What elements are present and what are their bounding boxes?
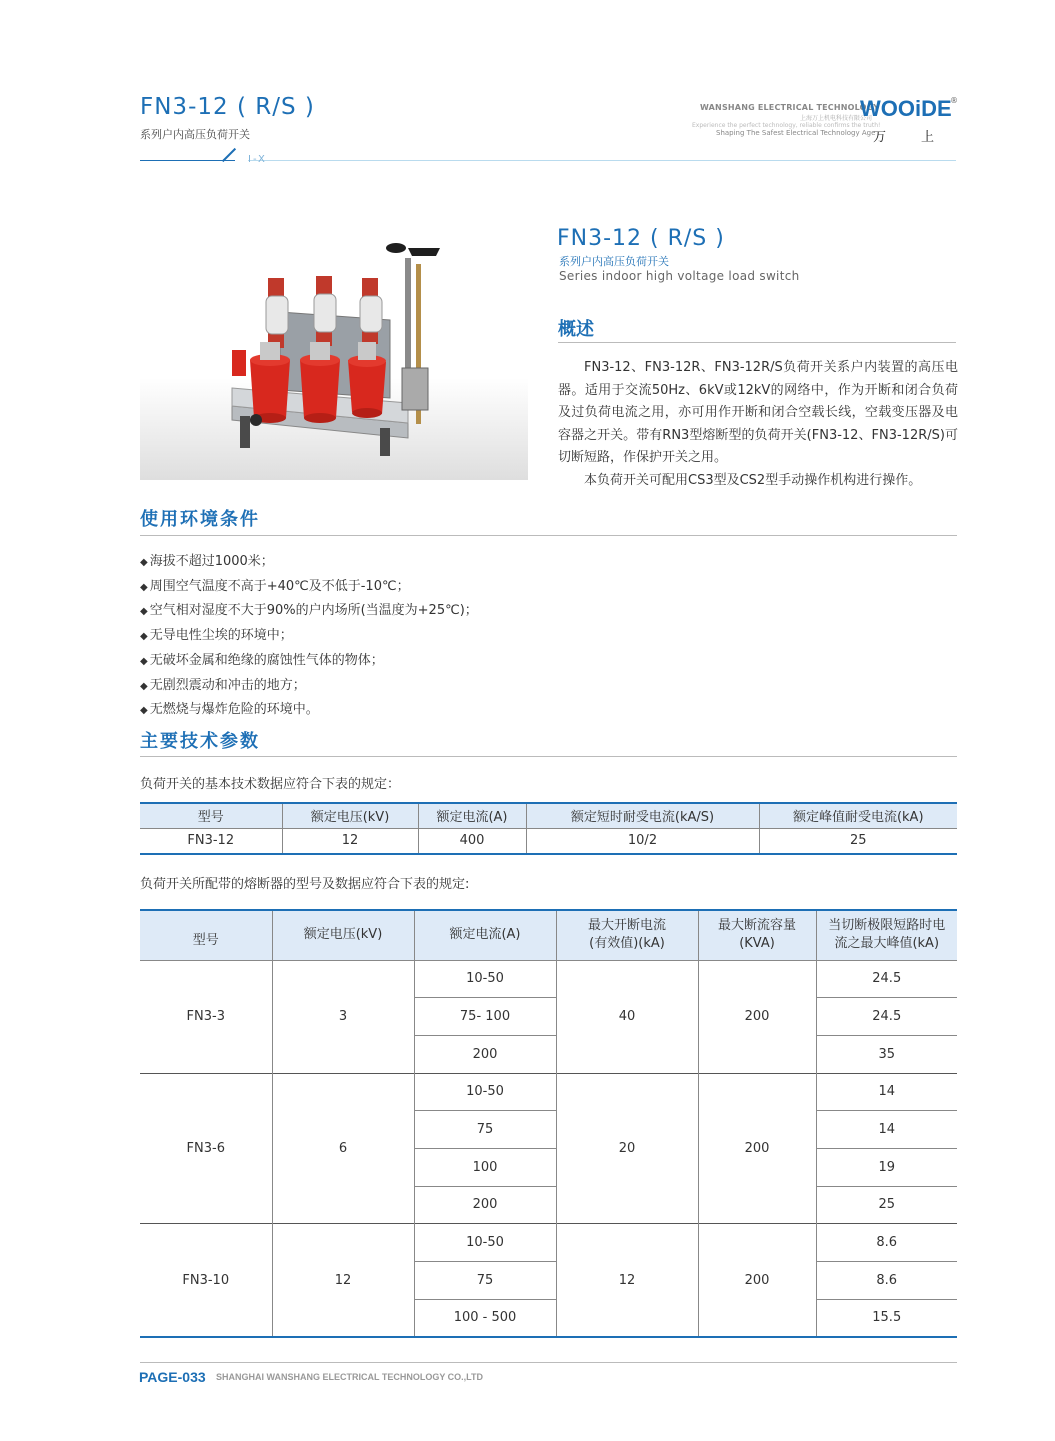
list-item: ◆ 空气相对湿度不大于90%的户内场所(当温度为+25℃)； — [140, 603, 478, 619]
current-cell: 75- 100 — [414, 998, 556, 1036]
table-header: 当切断极限短路时电 流之最大峰值(kA) — [816, 910, 957, 960]
table-header: 额定电压(kV) — [282, 803, 418, 828]
overview-heading: 概述 — [558, 319, 594, 340]
overview-text — [558, 357, 958, 492]
voltage-cell: 12 — [272, 1224, 414, 1337]
overview-paragraph-2: 本负荷开关可配用CS3型及CS2型手动操作机构进行操作。 — [584, 472, 922, 488]
list-item: ◆ 海拔不超过1000米； — [140, 554, 274, 569]
current-cell: 10-50 — [414, 1224, 556, 1262]
current-cell: 100 — [414, 1148, 556, 1186]
table-header: 额定短时耐受电流(kA/S) — [526, 803, 759, 828]
overview-paragraph-1: FN3-12、FN3-12R、FN3-12R/S负荷开关系户内装置的高压电器。适用于交流50Hz、6kV或12kV的网络中，作为开断和闭合负荷及过负荷电流之用，亦可用作开断和闭合空载长线，空载变压器及电容器之开关。带有RN3型熔断型的负荷开关(FN3-12、FN3-12R/S)可切断短路，作保护开关之用。 — [558, 360, 958, 465]
footer-rule — [140, 1362, 957, 1363]
peak-cell: 8.6 — [816, 1224, 957, 1262]
list-item: ◆ 无剧烈震动和冲击的地方； — [140, 677, 306, 693]
model-cell: FN3-3 — [140, 960, 272, 1073]
brand-name-cn: 上海万上机电科技有限公司 — [800, 115, 873, 122]
capacity-cell: 200 — [698, 1224, 816, 1337]
logo-char-2: 上 — [921, 130, 935, 145]
table-row — [140, 1224, 957, 1262]
model-cell: FN3-6 — [140, 1073, 272, 1224]
basic-data-table — [140, 802, 957, 855]
product-photo — [140, 238, 528, 480]
breaking-cell: 12 — [556, 1224, 698, 1337]
table-header: 型号 — [140, 803, 282, 828]
table-row — [140, 960, 957, 998]
table1-intro: 负荷开关的基本技术数据应符合下表的规定： — [140, 777, 401, 792]
conditions-rule — [140, 535, 957, 536]
voltage-cell: 3 — [272, 960, 414, 1073]
current-cell: 75 — [414, 1262, 556, 1300]
conditions-heading: 使用环境条件 — [140, 509, 260, 530]
page-number: PAGE-033 — [139, 1369, 206, 1385]
current-cell: 200 — [414, 1186, 556, 1224]
params-rule — [140, 756, 957, 757]
peak-cell: 19 — [816, 1148, 957, 1186]
product-title: FN3-12 ( R/S ) — [557, 226, 725, 251]
table-header: 最大开断电流 (有效值)(kA) — [556, 910, 698, 960]
brand-slogan-2: Shaping The Safest Electrical Technology Age — [716, 129, 876, 137]
breaking-cell: 40 — [556, 960, 698, 1073]
peak-cell: 24.5 — [816, 998, 957, 1036]
brand-slogan-1: Experience the perfect technology, reliable confirms the truth! — [692, 122, 881, 129]
product-subtitle-cn: 系列户内高压负荷开关 — [559, 255, 669, 268]
diamond-bullet-icon: ◆ — [140, 557, 148, 568]
diamond-bullet-icon: ◆ — [140, 680, 148, 692]
table-header: 额定峰值耐受电流(kA) — [759, 803, 957, 828]
current-cell: 75 — [414, 1111, 556, 1149]
table-header: 额定电压(kV) — [272, 910, 414, 960]
model-cell: FN3-10 — [140, 1224, 272, 1337]
list-item: ◆ 周围空气温度不高于+40℃及不低于-10℃； — [140, 578, 410, 594]
current-cell: 10-50 — [414, 1073, 556, 1111]
product-subtitle-en: Series indoor high voltage load switch — [559, 269, 800, 283]
load-switch-illustration — [140, 238, 528, 480]
table-header: 额定电流(A) — [418, 803, 526, 828]
capacity-cell: 200 — [698, 1073, 816, 1224]
list-item: ◆ 无燃烧与爆炸危险的环境中。 — [140, 702, 319, 718]
peak-cell: 24.5 — [816, 960, 957, 998]
table-cell: 10/2 — [526, 828, 759, 854]
peak-cell: 35 — [816, 1035, 957, 1073]
diamond-bullet-icon: ◆ — [140, 581, 148, 593]
registered-mark: ® — [950, 96, 958, 105]
page-subtitle: 系列户内高压负荷开关 — [140, 128, 250, 141]
peak-cell: 14 — [816, 1073, 957, 1111]
table-cell: 25 — [759, 828, 957, 854]
conditions-list — [140, 550, 478, 723]
page-title: FN3-12 ( R/S ) — [140, 94, 315, 120]
breaking-cell: 20 — [556, 1073, 698, 1224]
table-cell: 12 — [282, 828, 418, 854]
brand-name-en: WANSHANG ELECTRICAL TECHNOLOGY — [700, 103, 880, 112]
current-cell: 100 - 500 — [414, 1299, 556, 1337]
logo-char-1: 万 — [873, 130, 887, 145]
diamond-bullet-icon: ◆ — [140, 606, 148, 618]
header-mark: I-X — [248, 154, 267, 165]
table-row — [140, 1073, 957, 1111]
params-heading: 主要技术参数 — [140, 731, 260, 752]
diamond-bullet-icon: ◆ — [140, 631, 148, 643]
current-cell: 10-50 — [414, 960, 556, 998]
peak-cell: 14 — [816, 1111, 957, 1149]
table-header: 最大断流容量 (KVA) — [698, 910, 816, 960]
table-cell: FN3-12 — [140, 828, 282, 854]
peak-cell: 8.6 — [816, 1262, 957, 1300]
capacity-cell: 200 — [698, 960, 816, 1073]
footer-company: SHANGHAI WANSHANG ELECTRICAL TECHNOLOGY CO.,LTD — [216, 1372, 484, 1382]
voltage-cell: 6 — [272, 1073, 414, 1224]
list-item: ◆ 无破坏金属和绝缘的腐蚀性气体的物体； — [140, 652, 384, 668]
diamond-bullet-icon: ◆ — [140, 655, 148, 667]
overview-rule — [558, 342, 956, 343]
table-cell: 400 — [418, 828, 526, 854]
brand-logo: WOOiDE — [860, 96, 952, 121]
peak-cell: 25 — [816, 1186, 957, 1224]
header-rule-right — [248, 160, 956, 161]
table2-intro: 负荷开关所配带的熔断器的型号及数据应符合下表的规定: — [140, 877, 470, 892]
table-header: 型号 — [140, 910, 272, 960]
fuse-data-table — [140, 909, 957, 1338]
diamond-bullet-icon: ◆ — [140, 705, 148, 717]
current-cell: 200 — [414, 1035, 556, 1073]
table-row — [140, 828, 957, 854]
table-header: 额定电流(A) — [414, 910, 556, 960]
list-item: ◆ 无导电性尘埃的环境中； — [140, 628, 293, 644]
peak-cell: 15.5 — [816, 1299, 957, 1337]
